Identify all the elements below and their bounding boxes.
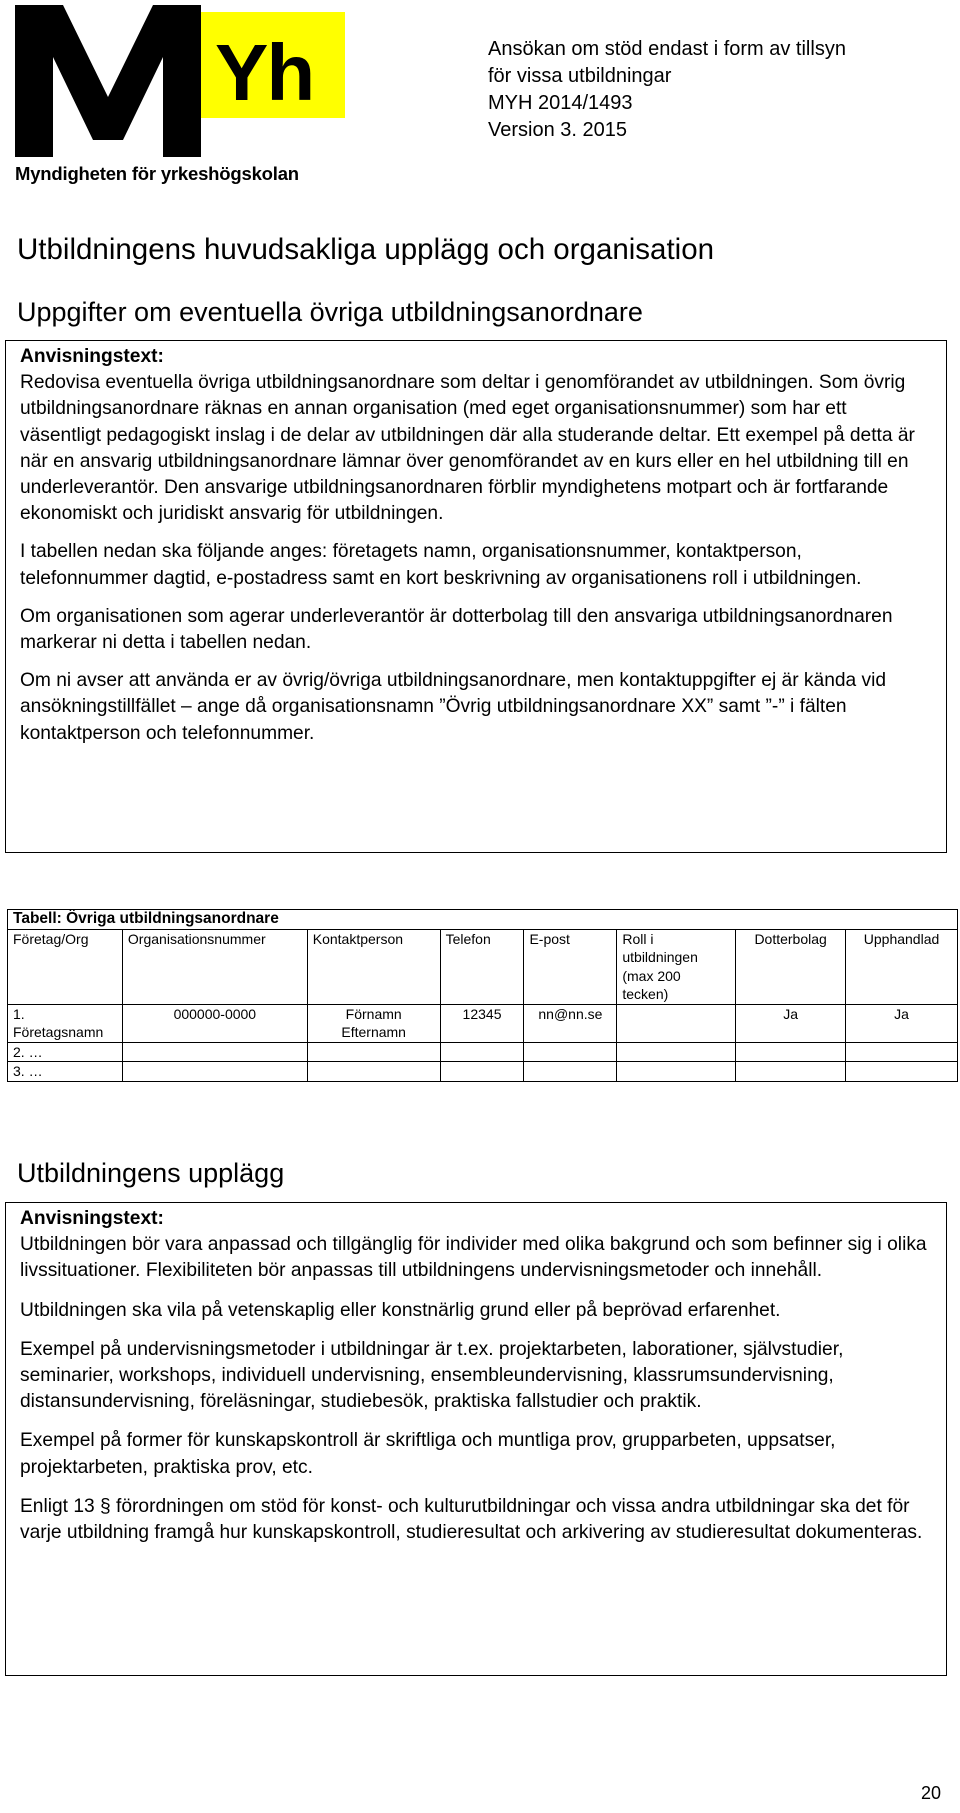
table-header-cell: Roll i utbildningen (max 200 tecken)	[617, 929, 736, 1004]
table-cell[interactable]	[617, 1062, 736, 1082]
svg-text:M: M	[108, 155, 109, 156]
header-line-2: för vissa utbildningar	[488, 65, 672, 87]
header-line-3: MYH 2014/1493	[488, 92, 633, 114]
logo-letter-m	[15, 5, 201, 157]
instruction-paragraph: Utbildningen ska vila på vetenskaplig eller konstnärlig grund eller på beprövad erfarenhet.	[20, 1299, 781, 1321]
table-cell[interactable]: 12345	[440, 1004, 524, 1042]
table-cell[interactable]	[524, 1042, 617, 1062]
table-cell[interactable]	[736, 1062, 846, 1082]
table-header-cell: Telefon	[440, 929, 524, 1004]
instruction-paragraph: Exempel på undervisningsmetoder i utbildningar är t.ex. projektarbeten, laborationer, självstudier, seminarier, workshops, individuell undervisning, ensembleundervisning, klassrumsundervisning, distansundervisning, föreläsningar, studiebesök, praktiska fallstudier och praktik.	[20, 1338, 844, 1413]
table-cell[interactable]	[440, 1042, 524, 1062]
logo-yh-letters: Yh	[215, 28, 314, 117]
table-header-cell: Dotterbolag	[736, 929, 846, 1004]
instruction-box-organisers	[5, 340, 947, 853]
table-cell[interactable]: 2. …	[8, 1042, 123, 1062]
table-cell[interactable]: 1. Företagsnamn	[8, 1004, 123, 1042]
header-line-4: Version 3. 2015	[488, 119, 627, 141]
table-cell[interactable]	[122, 1062, 307, 1082]
other-organisers-table	[7, 909, 958, 1082]
table-cell[interactable]	[440, 1062, 524, 1082]
instruction-box-structure	[5, 1202, 947, 1676]
table-cell[interactable]	[524, 1062, 617, 1082]
instruction-paragraph: Enligt 13 § förordningen om stöd för konst- och kulturutbildningar och vissa andra utbildningar ska det för varje utbildning framgå hur kunskapskontroll, studieresultat och arkivering av studieresultat dokumenteras.	[20, 1495, 923, 1544]
table-cell[interactable]	[122, 1042, 307, 1062]
table-header-cell: Upphandlad	[846, 929, 958, 1004]
table-cell[interactable]: 000000-0000	[122, 1004, 307, 1042]
table-cell[interactable]	[307, 1042, 440, 1062]
table-row	[8, 1004, 958, 1042]
logo-org-name: Myndigheten för yrkeshögskolan	[15, 163, 299, 184]
header-line-1: Ansökan om stöd endast i form av tillsyn	[488, 38, 846, 60]
table-title-row	[8, 910, 958, 930]
table-cell[interactable]	[307, 1062, 440, 1082]
instruction-paragraph: Om organisationen som agerar underleverantör är dotterbolag till den ansvariga utbildningsanordnaren markerar ni detta i tabellen nedan.	[20, 605, 893, 654]
table-header-row	[8, 929, 958, 1004]
table-title: Tabell: Övriga utbildningsanordnare	[8, 910, 958, 930]
instruction-label: Anvisningstext:	[20, 346, 164, 367]
instruction-paragraph: Redovisa eventuella övriga utbildningsanordnare som deltar i genomförandet av utbildningen. Som övrig utbildningsanordnare räknas en annan organisation (med eget organisationsnummer) som har ett väsentligt pedagogiskt inslag i de delar av utbildningen där alla studerande deltar. Ett exempel på detta är när en ansvarig utbildningsanordnare lämnar över genomförandet av en kurs eller en hel utbildning till en underleverantör. Den ansvarige utbildningsanordnaren förblir myndighetens motpart och är fortfarande ekonomiskt och juridiskt ansvarig för utbildningen.	[20, 372, 915, 525]
instruction-label: Anvisningstext:	[20, 1208, 164, 1229]
table-cell[interactable]: Förnamn Efternamn	[307, 1004, 440, 1042]
table-cell[interactable]	[736, 1042, 846, 1062]
table-cell[interactable]	[846, 1042, 958, 1062]
table-header-cell: E-post	[524, 929, 617, 1004]
page-number: 20	[921, 1783, 942, 1803]
instruction-paragraph: I tabellen nedan ska följande anges: företagets namn, organisationsnummer, kontaktperson, telefonnummer dagtid, e-postadress samt en kort beskrivning av organisationens roll i utbildningen.	[20, 541, 862, 589]
table-cell[interactable]	[617, 1004, 736, 1042]
subsection-title: Utbildningens upplägg	[17, 1158, 285, 1188]
table-cell[interactable]: Ja	[736, 1004, 846, 1042]
table-row	[8, 1062, 958, 1082]
table-header-cell: Företag/Org	[8, 929, 123, 1004]
table-cell[interactable]: Ja	[846, 1004, 958, 1042]
table-cell[interactable]: nn@nn.se	[524, 1004, 617, 1042]
table-cell[interactable]	[617, 1042, 736, 1062]
table-header-cell: Organisationsnummer	[122, 929, 307, 1004]
document-header-meta	[488, 36, 846, 144]
instruction-paragraph: Exempel på former för kunskapskontroll är skriftliga och muntliga prov, grupparbeten, uppsatser, projektarbeten, praktiska prov, etc.	[20, 1430, 836, 1478]
subsection-title: Uppgifter om eventuella övriga utbildningsanordnare	[17, 297, 643, 327]
table-row	[8, 1042, 958, 1062]
table-cell[interactable]	[846, 1062, 958, 1082]
instruction-paragraph: Om ni avser att använda er av övrig/övriga utbildningsanordnare, men kontaktuppgifter ej är kända vid ansökningstillfället – ange då organisationsnamn ”Övrig utbildningsanordnare XX” samt ”-” i fälten kontaktperson och telefonnummer.	[20, 670, 887, 744]
instruction-paragraph: Utbildningen bör vara anpassad och tillgänglig för individer med olika bakgrund och som befinner sig i olika livssituationer. Flexibiliteten bör anpassas till utbildningens undervisningsmetoder och innehåll.	[20, 1234, 927, 1282]
myh-logo	[15, 5, 345, 185]
table-cell[interactable]: 3. …	[8, 1062, 123, 1082]
section-title: Utbildningens huvudsakliga upplägg och organisation	[17, 233, 715, 266]
table-header-cell: Kontaktperson	[307, 929, 440, 1004]
